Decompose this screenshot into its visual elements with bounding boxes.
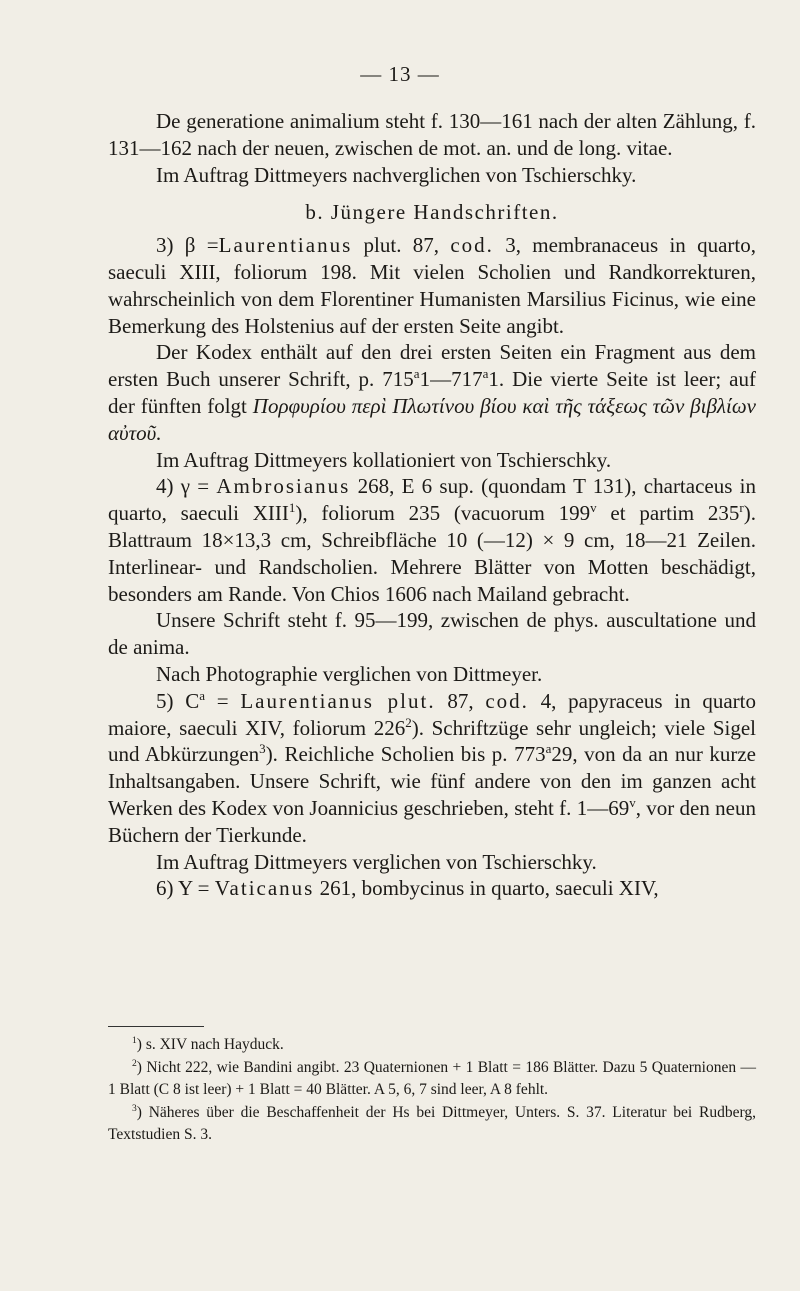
paragraph-de-generatione: De generatione animalium steht f. 130—161 nach der alten Zählung, f. 131—162 nach der neuen, zwischen de mot. an. und de long. vitae. (108, 109, 756, 160)
footnotes (108, 1034, 756, 1147)
manuscript-name: Vaticanus (214, 876, 315, 901)
manuscript-name: Laurentianus (240, 688, 374, 713)
main-text (108, 108, 756, 902)
footnote-divider (108, 1026, 204, 1027)
greek-title: Πορφυρίου περὶ Πλωτίνου βίου καὶ τῆς τάξεως τῶν βιβλίων αὐτοῦ. (108, 393, 756, 445)
paragraph-photographie: Nach Photographie verglichen von Dittmeyer. (156, 661, 543, 686)
entry-5: 5) $C^a$ = Laurentianus plut. 87, cod. 4, papyraceus in quarto maiore, saeculi XIV, foliorum $226^2$). Schriftzüge sehr ungleich; viele Sigel und Abkürzungen$^3$). Reichliche Scholien bis p. 773$^a$29, von da an nur kurze Inhaltsangaben. Unsere Schrift, wie fünf andere von den im ganzen acht Werken des Kodex von Joannicius geschrieben, steht f. 1—69$^v$, vor den neun Büchern der Tierkunde. (108, 687, 757, 847)
paragraph-unsere-schrift: Unsere Schrift steht f. 95—199, zwischen de phys. auscultatione und de anima. (108, 608, 756, 660)
footnote-ref: 1 (288, 500, 296, 516)
footnote-2: $^2$) Nicht 222, wie Bandini angibt. 23 Quaternionen + 1 Blatt = 186 Blätter. Dazu 5 Quaternionen — 1 Blatt (C 8 ist leer) + 1 Blatt = 40 Blätter. A 5, 6, 7 sind leer, A 8 fehlt. (108, 1057, 756, 1098)
section-heading: b. Jüngere Handschriften. (305, 200, 559, 225)
paragraph-nachverglichen: Im Auftrag Dittmeyers nachverglichen von Tschierschky. (156, 162, 637, 187)
entry-3: 3) β =Laurentianus plut. 87, cod. 3, membranaceus in quarto, saeculi XIII, foliorum 198. Mit vielen Scholien und Randkorrekturen, wahrscheinlich von dem Florentiner Humanisten Marsilius Ficinus, wie eine Bemerkung des Holstenius auf der ersten Seite angibt. (108, 233, 756, 338)
footnote-3: $^3$) Näheres über die Beschaffenheit der Hs bei Dittmeyer, Unters. S. 37. Literatur bei Rudberg, Textstudien S. 3. (108, 1102, 756, 1143)
footnote-ref: 2 (405, 714, 412, 730)
footnote-ref: 3 (259, 741, 266, 757)
entry-4: 4) γ = Ambrosianus 268, E 6 sup. (quondam T 131), chartaceus in quarto, saeculi XIII$^1$), foliorum 235 (vacuorum 199$^v$ et partim 235$^r$). Blattraum 18×13,3 cm, Schreibfläche 10 (—12) × 9 cm, 18—21 Zeilen. Interlinear- und Randscholien. Mehrere Blätter von Motten beschädigt, besonders am Rande. Von Chios 1606 nach Mailand gebracht. (108, 474, 756, 606)
paragraph-kollationiert: Im Auftrag Dittmeyers kollationiert von Tschierschky. (156, 447, 612, 472)
entry-6: 6) Y = Vaticanus 261, bombycinus in quarto, saeculi XIV, (156, 876, 659, 901)
manuscript-name: Ambrosianus (216, 474, 351, 499)
page-number: — 13 — (360, 62, 440, 86)
footnote-1: $^1$) s. XIV nach Hayduck. (132, 1034, 284, 1053)
paragraph-kodex: Der Kodex enthält auf den drei ersten Seiten ein Fragment aus dem ersten Buch unserer Schrift, p. 715$^a$1—717$^a$1. Die vierte Seite ist leer; auf der fünften folgt Πορφυρίου περὶ Πλωτίνου βίου καὶ τῆς τάξεως τῶν βιβλίων αὐτοῦ. (108, 340, 756, 445)
manuscript-name: Laurentianus (218, 233, 353, 258)
paragraph-verglichen: Im Auftrag Dittmeyers verglichen von Tschierschky. (156, 849, 597, 874)
